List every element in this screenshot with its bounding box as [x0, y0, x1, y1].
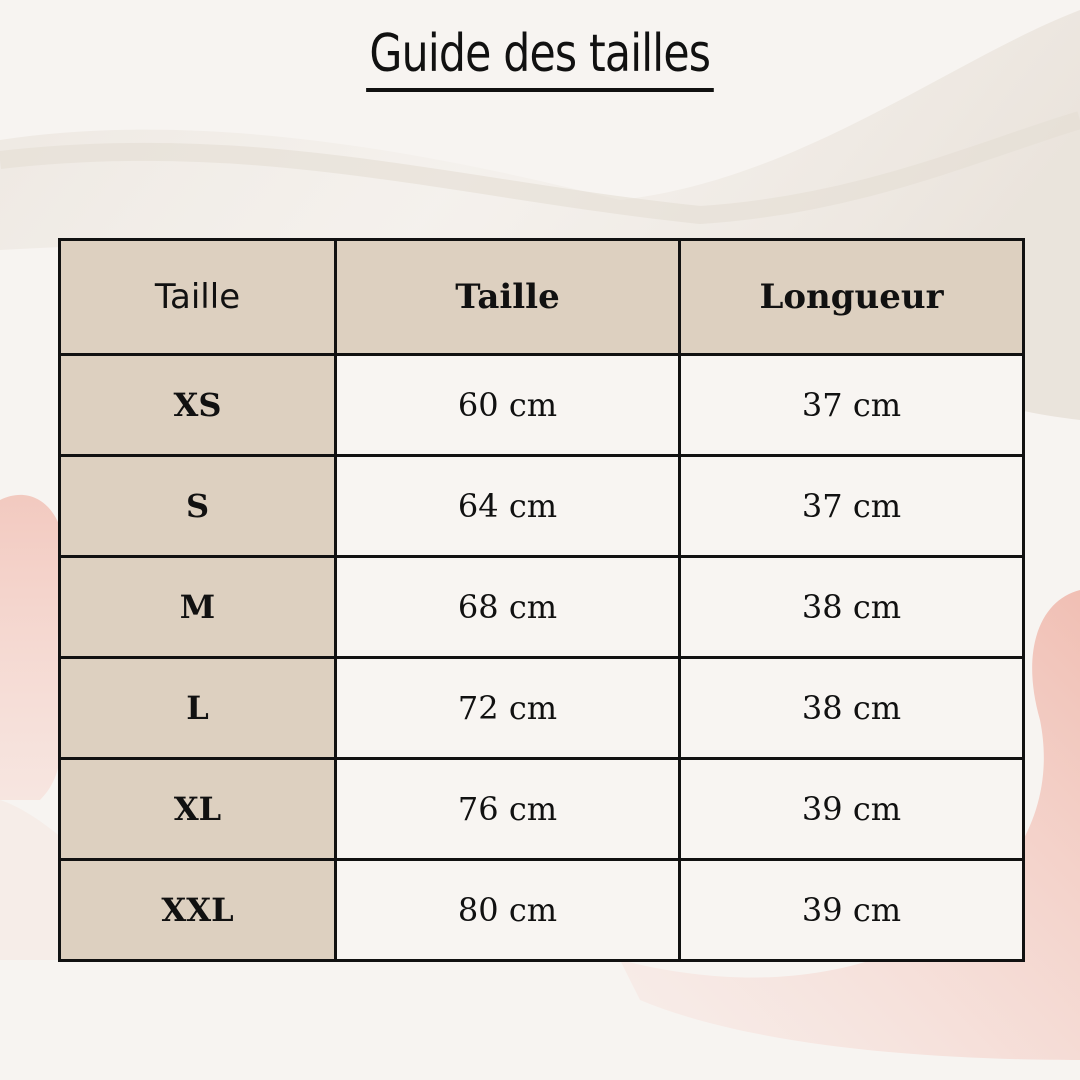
longueur-value: 39 cm [680, 860, 1024, 961]
table-row [60, 860, 1024, 961]
size-label: M [60, 557, 336, 658]
size-label: XXL [60, 860, 336, 961]
header-size: Taille [60, 240, 336, 355]
longueur-value: 38 cm [680, 658, 1024, 759]
table-row [60, 658, 1024, 759]
longueur-value: 39 cm [680, 759, 1024, 860]
table-row [60, 557, 1024, 658]
table-row [60, 355, 1024, 456]
taille-value: 72 cm [336, 658, 680, 759]
header-longueur: Longueur [680, 240, 1024, 355]
table-header-row [60, 240, 1024, 355]
longueur-value: 37 cm [680, 456, 1024, 557]
title-wrapper [0, 20, 1080, 92]
size-label: L [60, 658, 336, 759]
size-label: S [60, 456, 336, 557]
table-row [60, 456, 1024, 557]
taille-value: 64 cm [336, 456, 680, 557]
size-label: XL [60, 759, 336, 860]
table-row [60, 759, 1024, 860]
size-label: XS [60, 355, 336, 456]
page-title: Guide des tailles [366, 20, 713, 92]
size-table [58, 238, 1025, 962]
longueur-value: 38 cm [680, 557, 1024, 658]
header-taille: Taille [336, 240, 680, 355]
taille-value: 80 cm [336, 860, 680, 961]
taille-value: 68 cm [336, 557, 680, 658]
longueur-value: 37 cm [680, 355, 1024, 456]
taille-value: 76 cm [336, 759, 680, 860]
taille-value: 60 cm [336, 355, 680, 456]
